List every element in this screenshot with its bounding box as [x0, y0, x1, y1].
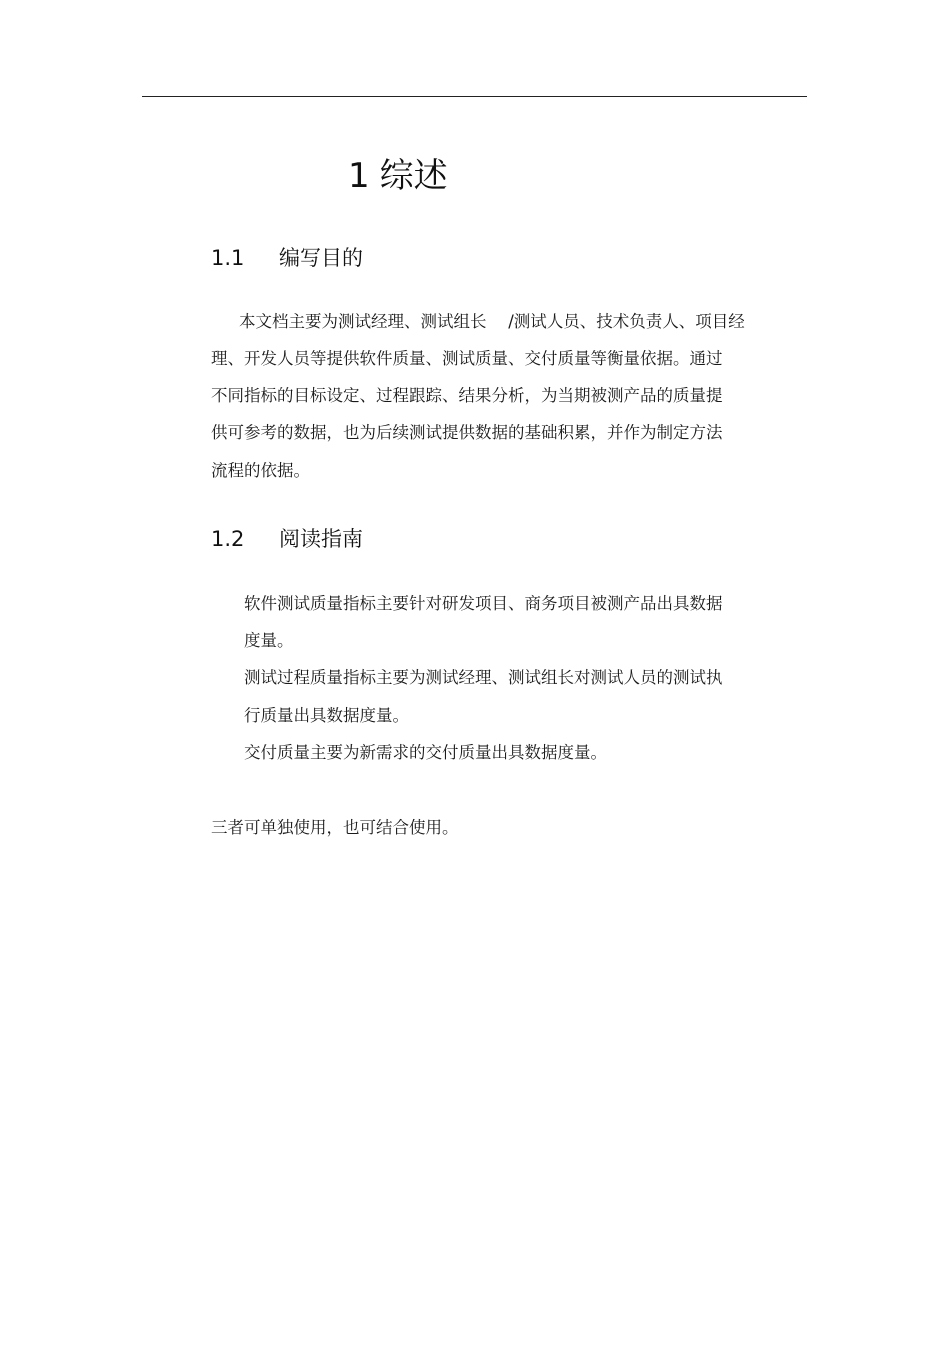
- header-rule: [142, 96, 807, 97]
- reading-guide-line: 测试过程质量指标主要为测试经理、测试组长对测试人员的测试执: [244, 668, 723, 687]
- purpose-paragraph-line: 不同指标的目标设定、过程跟踪、结果分析，为当期被测产品的质量提: [211, 386, 723, 405]
- purpose-paragraph-line: 供可参考的数据，也为后续测试提供数据的基础积累，并作为制定方法: [211, 423, 723, 442]
- chapter-title: [348, 152, 448, 200]
- chapter-number: 1: [348, 156, 370, 196]
- reading-guide-line: 交付质量主要为新需求的交付质量出具数据度量。: [244, 743, 607, 762]
- section-heading-1-1: [211, 243, 363, 273]
- section-title-1-1: 编写目的: [279, 246, 363, 270]
- closing-note: 三者可单独使用，也可结合使用。: [211, 818, 459, 837]
- purpose-paragraph-line: 本文档主要为测试经理、测试组长 /测试人员、技术负责人、项目经: [239, 312, 745, 331]
- chapter-title-text: 综述: [379, 156, 448, 196]
- purpose-paragraph-line: 理、开发人员等提供软件质量、测试质量、交付质量等衡量依据。通过: [211, 349, 723, 368]
- reading-guide-line: 软件测试质量指标主要针对研发项目、商务项目被测产品出具数据: [244, 594, 723, 613]
- section-number-1-2: 1.2: [211, 527, 245, 551]
- section-number-1-1: 1.1: [211, 246, 245, 270]
- reading-guide-line: 行质量出具数据度量。: [244, 706, 409, 725]
- purpose-paragraph-line: 流程的依据。: [211, 461, 310, 480]
- reading-guide-line: 度量。: [244, 631, 294, 650]
- section-title-1-2: 阅读指南: [279, 527, 363, 551]
- section-heading-1-2: [211, 524, 363, 554]
